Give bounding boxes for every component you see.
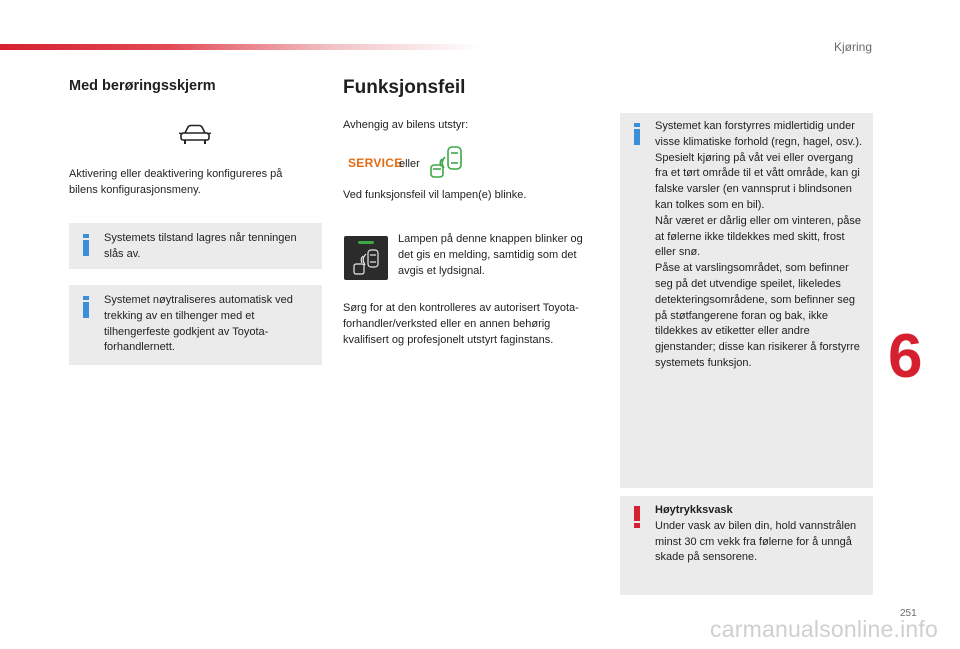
blind-spot-indicator-icon: [428, 145, 468, 181]
service-label: SERVICE: [348, 156, 403, 170]
service-warning-lamp: [348, 156, 403, 170]
header-accent-bar: [0, 44, 480, 50]
or-label: eller: [399, 158, 420, 170]
section-title: Kjøring: [833, 40, 872, 54]
info-note-state: [69, 223, 322, 269]
warning-note-highpressure: [620, 496, 873, 595]
blind-spot-button-icon: [344, 236, 388, 280]
info-icon: [634, 123, 640, 145]
warning-text: Under vask av bilen din, hold vannstrålen minst 30 cm vekk fra følerne for å unngå skade på sensorene.: [655, 519, 857, 564]
info-icon: [83, 296, 89, 318]
equipment-intro: Avhengig av bilens utstyr:: [343, 119, 469, 131]
warning-icon: [634, 506, 640, 528]
car-icon: [179, 124, 211, 146]
left-heading: Med berøringsskjerm: [69, 78, 216, 94]
malfunction-heading: Funksjonsfeil: [343, 77, 466, 98]
watermark: carmanualsonline.info: [710, 616, 938, 642]
page-number: 251: [900, 608, 917, 619]
note-content: [655, 503, 865, 566]
note-text: Systemets tilstand lagres når tenningen slås av.: [104, 232, 297, 260]
lamp-text: Lampen på denne knappen blinker og det gis en melding, samtidig som det avgis et lydsignal.: [398, 233, 583, 277]
info-icon: [83, 234, 89, 256]
note-text: Systemet kan forstyrres midlertidig under visse klimatiske forhold (regn, hagel, osv.). Spesielt kjøring på våt vei eller overgang fra et tørt område til et vått område, kan gi falske varsler (en vannsprut i blindsonen kan tolkes som en bil). Når været er dårlig eller om vinteren, påse at følerne ikke tildekkes med skitt, frost eller snø. Påse at varslingsområdet, som befinner seg på det utvendige speilet, likeledes detekteringsområdene, som befinner seg på støtfangerene foran og bak, ikke tildekkes av etiketter eller andre gjenstander; disse kan risikerer å forstyrre systemets funksjon.: [655, 120, 863, 369]
warning-title: Høytrykksvask: [655, 504, 733, 516]
check-text: Sørg for at den kontrolleres av autorisert Toyota-forhandler/verksted eller en annen behørig kvalifisert og profesjonelt utstyrt faginstans.: [343, 302, 579, 346]
info-note-trailer: [69, 285, 322, 365]
note-text: Systemet nøytraliseres automatisk ved trekking av en tilhenger med et tilhengerfeste godkjent av Toyota-forhandlernett.: [104, 294, 293, 354]
info-note-conditions: [620, 113, 873, 488]
blink-text: Ved funksjonsfeil vil lampen(e) blinke.: [343, 189, 527, 201]
chapter-number: 6: [888, 322, 923, 391]
left-paragraph: Aktivering eller deaktivering konfigureres på bilens konfigurasjonsmeny.: [69, 168, 283, 196]
blind-spot-button: [344, 236, 388, 280]
